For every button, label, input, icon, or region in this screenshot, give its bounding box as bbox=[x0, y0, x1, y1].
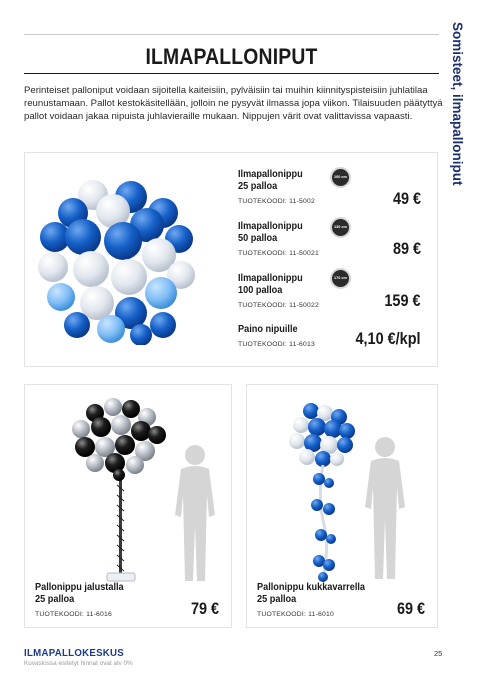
product-quantity: 25 palloa bbox=[35, 593, 75, 605]
product-name: Pallonippu jalustalla bbox=[35, 582, 124, 593]
product-card-bunches[interactable] bbox=[24, 152, 438, 367]
product-quantity: 25 palloa bbox=[238, 180, 278, 192]
product-price: 159 € bbox=[384, 291, 421, 310]
product-code: TUOTEKOODI: 11-6016 bbox=[35, 611, 112, 618]
product-name: Pallonippu kukkavarrella bbox=[257, 582, 366, 593]
side-section-tab bbox=[447, 22, 471, 186]
product-price: 69 € bbox=[396, 599, 425, 618]
product-name: Ilmapallonippu bbox=[238, 169, 303, 180]
balloon-stand-image bbox=[45, 395, 220, 585]
product-code: TUOTEKOODI: 11-6013 bbox=[238, 340, 315, 348]
product-price: 79 € bbox=[190, 599, 219, 618]
intro-paragraph: Perinteiset palloniput voidaan sijoitella kaiteisiin, pylväisiin tai muihin kiinnityspisteisiin juhlatilaa reunustamaan. Pallot kestokäsitellään, jolloin ne pysyvät ilmassa jopa viikon. Tilaisuuden päätyttyä pallot voidaan jakaa nipuista juhlavieraille mukaan. Nippujen värit ovat valittavissa vapaasti. bbox=[24, 85, 443, 123]
product-code: TUOTEKOODI: 11-50022 bbox=[238, 302, 319, 309]
product-item-stand bbox=[35, 582, 134, 618]
product-code: TUOTEKOODI: 11-5002 bbox=[238, 198, 315, 205]
page-number: 25 bbox=[434, 649, 443, 658]
side-tab-label: Somisteet, ilmapalloniput bbox=[450, 22, 465, 186]
product-price: 49 € bbox=[392, 189, 421, 208]
height-badge-icon: 130 cm bbox=[330, 217, 351, 238]
product-item-flower bbox=[257, 582, 377, 618]
balloon-flower-image bbox=[267, 399, 427, 584]
height-badge-icon: 170 cm bbox=[330, 268, 351, 289]
product-name: Ilmapallonippu bbox=[238, 221, 303, 232]
product-item-weight bbox=[238, 324, 315, 348]
footer-vat-note: Kuvaslossa esitetyt hinnat ovat alv 0% bbox=[24, 660, 133, 667]
product-code: TUOTEKOODI: 11-50021 bbox=[238, 250, 319, 257]
header-rule bbox=[24, 34, 439, 35]
product-item-50 bbox=[238, 221, 319, 257]
page-title: ILMAPALLONIPUT bbox=[145, 44, 318, 69]
product-quantity: 25 palloa bbox=[257, 593, 297, 605]
product-item-25 bbox=[238, 169, 315, 205]
product-card-stand[interactable] bbox=[24, 384, 232, 628]
height-badge-icon: 100 cm bbox=[330, 167, 351, 188]
product-name: Paino nipuille bbox=[238, 324, 298, 335]
product-code: TUOTEKOODI: 11-6010 bbox=[257, 611, 334, 618]
footer-brand-logo: ILMAPALLOKESKUS bbox=[24, 647, 125, 659]
product-item-100 bbox=[238, 273, 319, 309]
product-name: Ilmapallonippu bbox=[238, 273, 303, 284]
product-price: 89 € bbox=[392, 239, 421, 258]
product-price: 4,10 €/kpl bbox=[355, 329, 421, 348]
product-quantity: 50 palloa bbox=[238, 232, 278, 244]
product-quantity: 100 palloa bbox=[238, 284, 283, 296]
product-card-flower[interactable] bbox=[246, 384, 438, 628]
title-underline bbox=[24, 73, 439, 74]
balloon-bunch-image bbox=[31, 175, 201, 345]
